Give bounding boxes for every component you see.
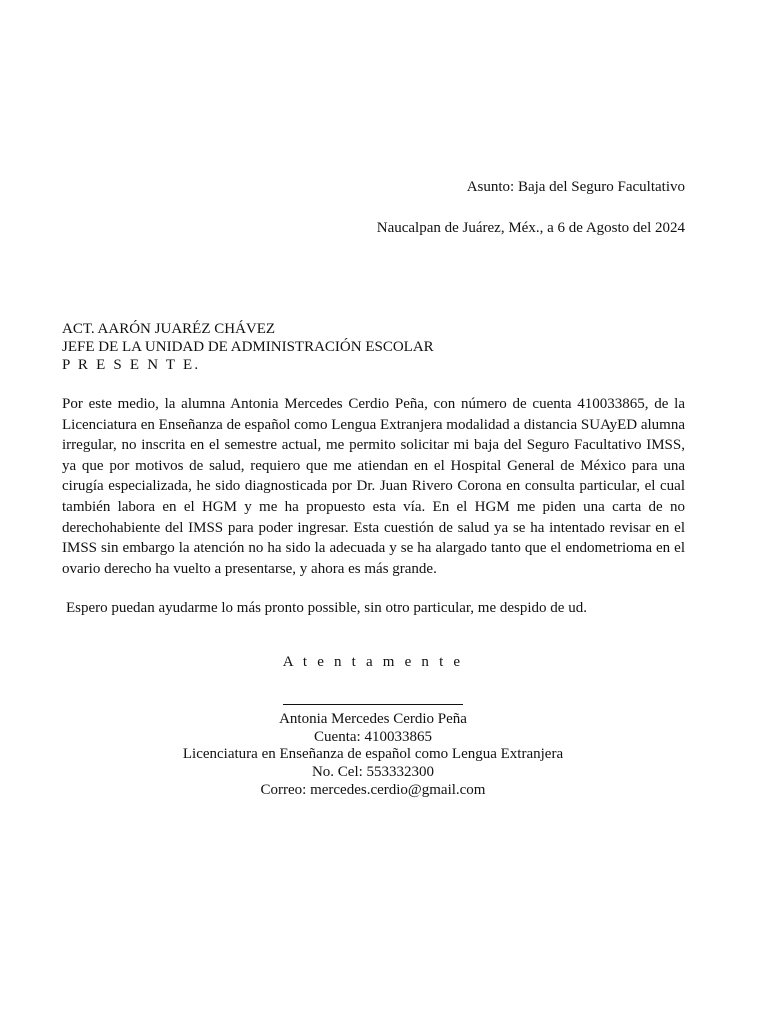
signer-phone: No. Cel: 553332300 [311,764,435,781]
signer-email: Correo: mercedes.cerdio@gmail.com [260,781,486,798]
recipient-name: ACT. AARÓN JUARÉZ CHÁVEZ [62,321,276,337]
signature-block [0,690,746,800]
subject-line: Asunto: Baja del Seguro Facultativo [466,179,685,195]
signature-line [283,690,463,705]
signer-account: Cuenta: 410033865 [314,728,432,745]
closing-line: Espero puedan ayudarme lo más pronto possible, sin otro particular, me despido de ud. [66,600,587,616]
place-date-line: Naucalpan de Juárez, Méx., a 6 de Agosto del 2024 [376,220,685,236]
signer-program: Licenciatura en Enseñanza de español como Lengua Extranjera [182,746,564,763]
presente-line: P R E S E N T E. [62,357,201,373]
recipient-title: JEFE DE LA UNIDAD DE ADMINISTRACIÓN ESCOLAR [62,339,434,355]
signer-name: Antonia Mercedes Cerdio Peña [279,710,467,727]
body-paragraph: Por este medio, la alumna Antonia Mercedes Cerdio Peña, con número de cuenta 410033865, de la Licenciatura en Enseñanza de español como Lengua Extranjera modalidad a distancia SUAyED alumna irregular, no inscrita en el semestre actual, me permito solicitar mi baja del Seguro Facultativo IMSS, ya que por motivos de salud, requiero que me atiendan en el Hospital General de México para una cirugía especializada, he sido diagnosticada por Dr. Juan Rivero Corona en consulta particular, el cual también labora en el HGM y me ha propuesto esta vía. En el HGM me piden una carta de no derechohabiente del IMSS para poder ingresar. Esta cuestión de salud ya se ha intentado revisar en el IMSS sin embargo la atención no ha sido la adecuada y se ha alargado tanto que el endometrioma en el ovario derecho ha vuelto a presentarse, y ahora es más grande. [62,396,685,577]
salutation: A t e n t a m e n t e [282,654,464,670]
recipient-block [62,320,434,374]
